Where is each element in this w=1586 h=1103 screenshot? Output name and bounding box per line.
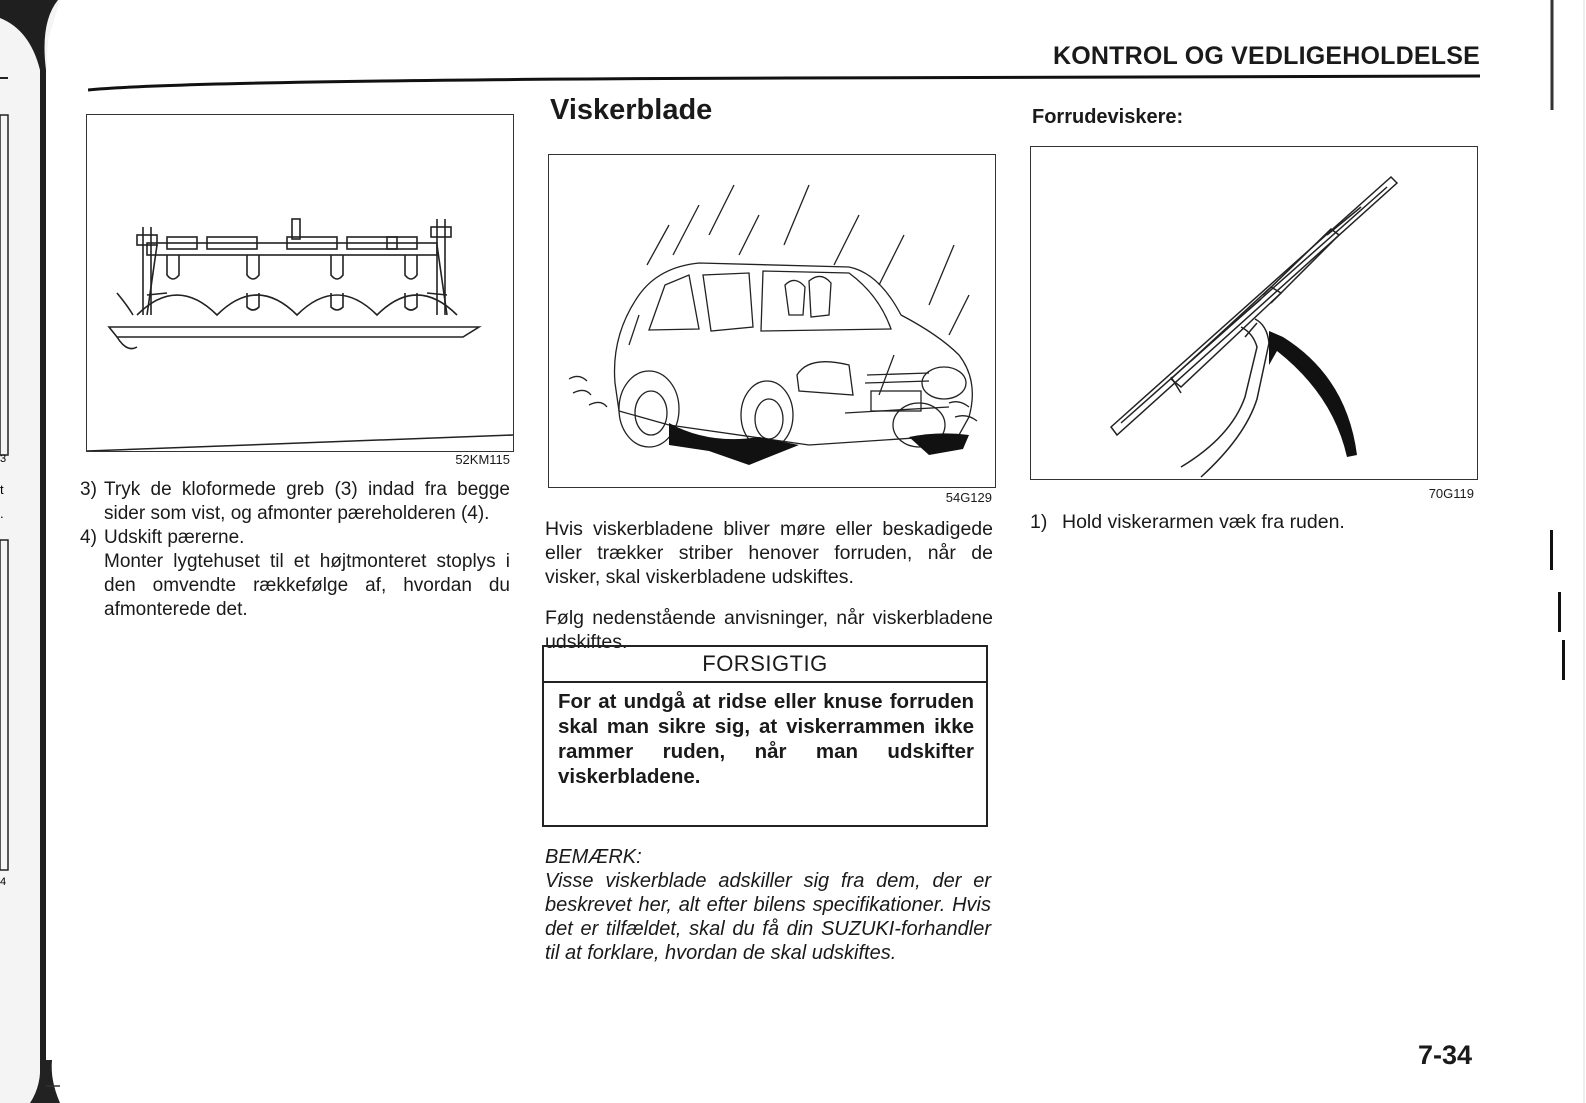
- figure-code-70g119: 70G119: [1428, 486, 1474, 501]
- wiper-arm-illustration: [1030, 146, 1478, 480]
- page-number: 7-34: [1417, 1040, 1472, 1070]
- car-in-rain-illustration: [548, 154, 996, 488]
- note-label: BEMÆRK:: [545, 846, 642, 868]
- lamp-housing-illustration: [86, 114, 514, 452]
- header-rule: [88, 72, 1480, 98]
- wiper-step-1: [1030, 510, 1476, 534]
- step-4: [80, 526, 510, 622]
- step-extra-text: Monter lygtehuset til et højtmonteret stoplys i den omvendte rækkefølge af, hvordan du afmonterede det.: [104, 551, 510, 620]
- caution-box: [542, 645, 988, 827]
- step-number: 1): [1030, 511, 1048, 533]
- step-text: Tryk de kloformede greb (3) indad fra begge sider som vist, og afmonter pæreholderen (4).: [104, 479, 510, 524]
- page-right-edge: [1548, 0, 1586, 1103]
- change-marker: [1550, 530, 1553, 570]
- note-block: [545, 845, 991, 965]
- change-marker: [1562, 640, 1565, 680]
- step-text: Hold viskerarmen væk fra ruden.: [1062, 511, 1345, 533]
- figure-code-52km115: 52KM115: [455, 452, 510, 467]
- page-binding-shadow: [0, 0, 60, 1103]
- intro-paragraph: Hvis viskerbladene bliver møre eller beskadigede eller trækker striber henover forruden, når de visker, skal viskerbladene udskiftes.: [545, 518, 993, 588]
- svg-text:t: t: [0, 482, 4, 497]
- chapter-title: KONTROL OG VEDLIGEHOLDELSE: [1053, 42, 1480, 70]
- step-3: [80, 478, 510, 526]
- caution-text: For at undgå at ridse eller knuse forruden skal man sikre sig, at viskerrammen ikke rammer ruden, når man udskifter viskerbladene.: [558, 690, 974, 788]
- step-text: Udskift pærerne.: [104, 527, 245, 548]
- figure-code-54g129: 54G129: [945, 490, 992, 505]
- step-number: 3): [80, 479, 97, 500]
- svg-text:4: 4: [0, 876, 7, 888]
- step-number: 4): [80, 527, 97, 548]
- svg-text:3: 3: [0, 453, 7, 465]
- instruction-paragraph: Følg nedenstående anvisninger, når viskerbladene udskiftes.: [545, 607, 993, 653]
- change-marker: [1558, 592, 1561, 632]
- caution-title: FORSIGTIG: [544, 647, 986, 683]
- svg-text:.: .: [0, 506, 4, 521]
- subsection-title: Forrudeviskere:: [1032, 106, 1184, 128]
- section-title: Viskerblade: [550, 94, 713, 126]
- lamp-replacement-steps: [80, 478, 510, 622]
- note-text: Visse viskerblade adskiller sig fra dem, der er beskrevet her, alt efter bilens specifikationer. Hvis det er tilfældet, skal du få din SUZUKI-forhandler til at forklare, hvordan de skal udskiftes.: [545, 870, 991, 964]
